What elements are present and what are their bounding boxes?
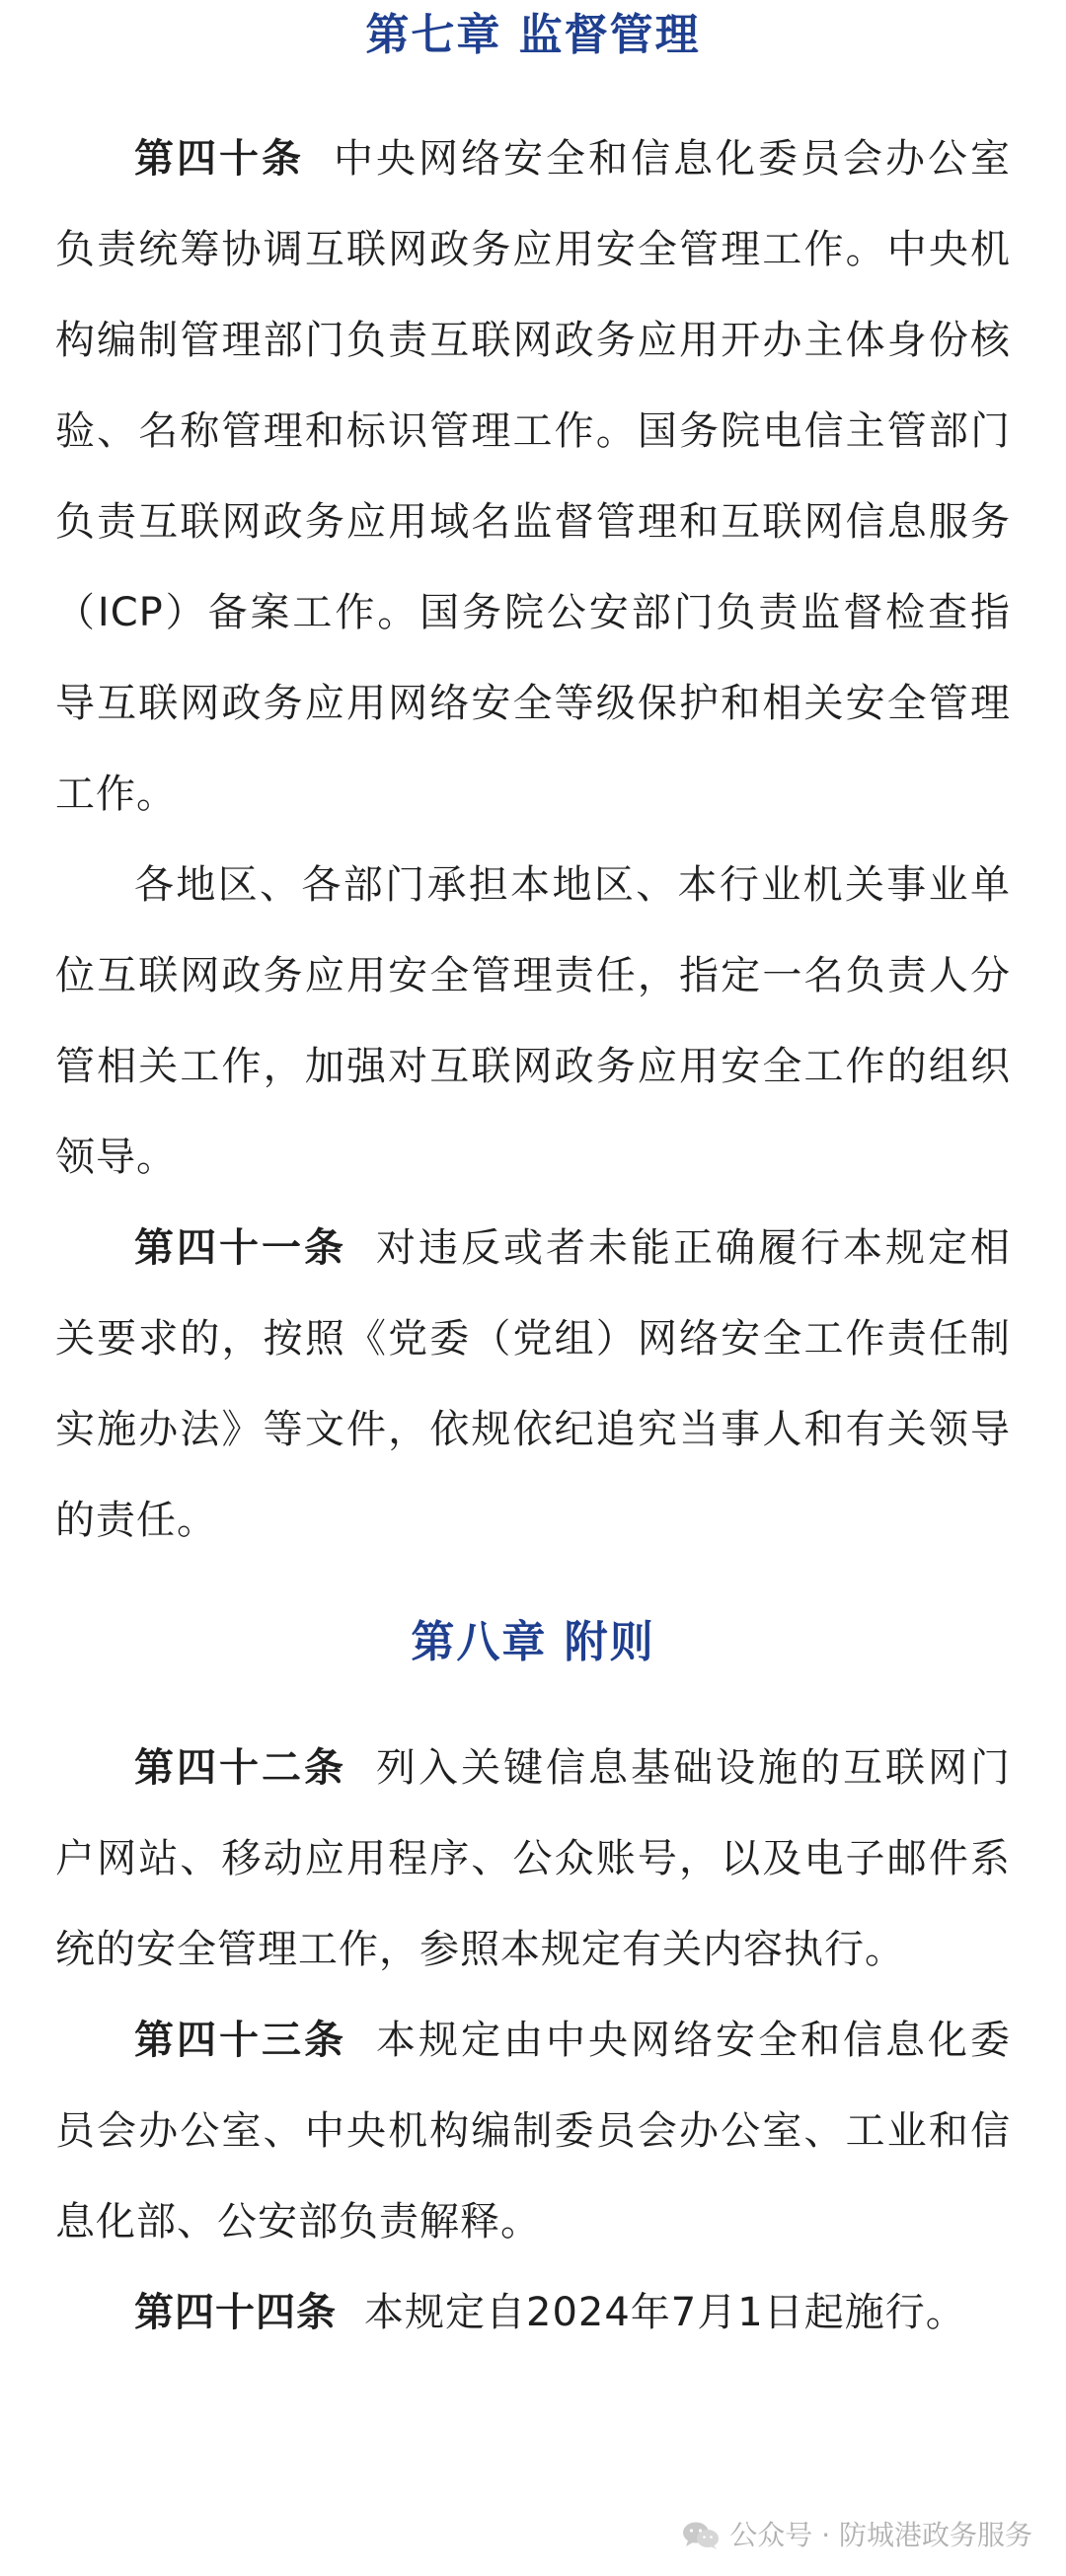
article-text: 列入关键信息基础设施的互联网门户网站、移动应用程序、公众账号，以及电子邮件系统的安全管理工作，参照本规定有关内容执行。	[55, 1744, 1011, 1972]
article-text: 对违反或者未能正确履行本规定相关要求的，按照《党委（党组）网络安全工作责任制实施办法》等文件，依规依纪追究当事人和有关领导的责任。	[55, 1224, 1011, 1543]
article-40-paragraph-2	[55, 840, 1011, 1203]
article-43	[55, 1995, 1011, 2267]
article-number: 第四十四条	[134, 2289, 337, 2335]
article-text: 本规定自2024年7月1日起施行。	[364, 2289, 966, 2335]
watermark	[682, 2521, 1032, 2550]
article-41	[55, 1203, 1011, 1566]
article-number: 第四十一条	[134, 1224, 346, 1271]
article-number: 第四十三条	[134, 2017, 346, 2063]
article-text: 各地区、各部门承担本地区、本行业机关事业单位互联网政务应用安全管理责任，指定一名负责人分管相关工作，加强对互联网政务应用安全工作的组织领导。	[55, 861, 1011, 1180]
article-text: 中央网络安全和信息化委员会办公室负责统筹协调互联网政务应用安全管理工作。中央机构编制管理部门负责互联网政务应用开办主体身份核验、名称管理和标识管理工作。国务院电信主管部门负责互联网政务应用域名监督管理和互联网信息服务（ICP）备案工作。国务院公安部门负责监督检查指导互联网政务应用网络安全等级保护和相关安全管理工作。	[55, 135, 1011, 817]
article-number: 第四十二条	[134, 1744, 346, 1791]
article-text: 本规定由中央网络安全和信息化委员会办公室、中央机构编制委员会办公室、工业和信息化部、公安部负责解释。	[55, 2017, 1011, 2245]
article-40	[55, 113, 1011, 840]
wechat-icon	[682, 2521, 720, 2550]
chapter-title-7: 第七章 监督管理	[365, 10, 701, 60]
article-42	[55, 1723, 1011, 1995]
article-number: 第四十条	[134, 135, 304, 182]
chapter-title-8: 第八章 附则	[411, 1616, 655, 1667]
article-44	[55, 2267, 1011, 2358]
watermark-text: 公众号 · 防城港政务服务	[729, 2519, 1032, 2551]
